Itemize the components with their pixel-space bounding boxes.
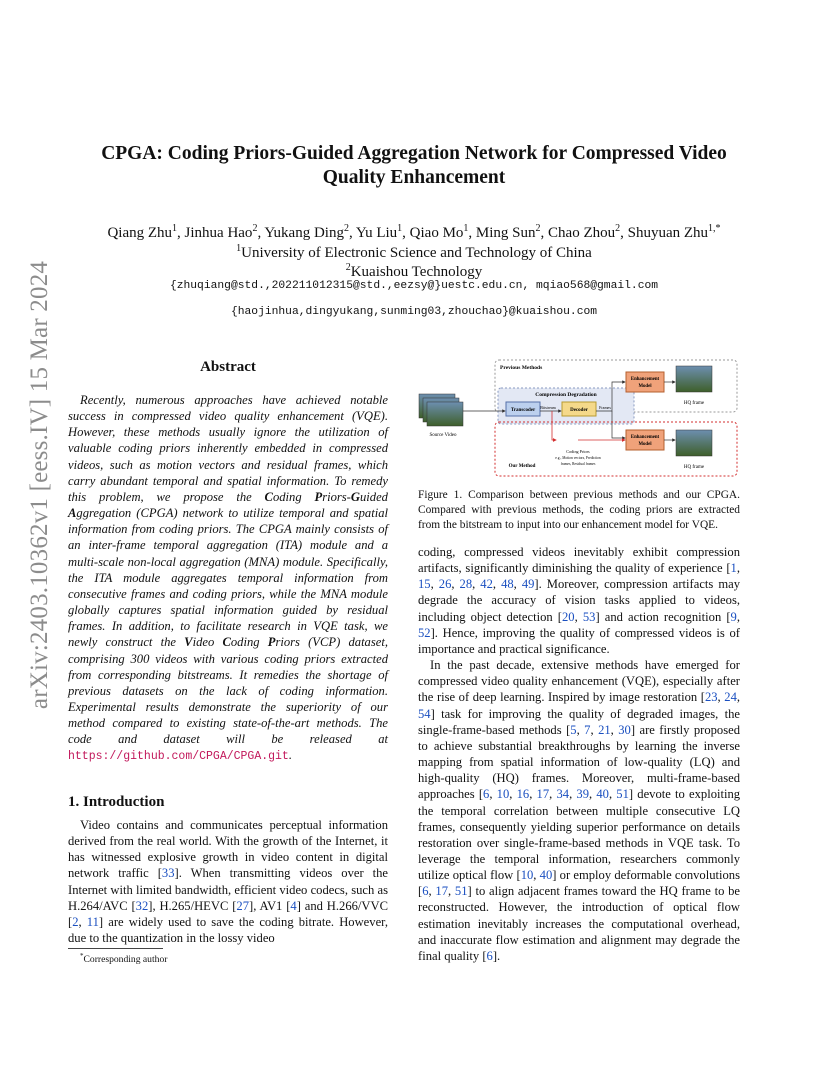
citation-link[interactable]: 10 bbox=[520, 868, 534, 883]
hq-frame-label-bottom: HQ frame bbox=[683, 465, 705, 470]
svg-text:Model: Model bbox=[638, 384, 652, 389]
affiliation-2: $^2$Kuaishou Technology bbox=[345, 262, 483, 280]
source-video-image bbox=[427, 402, 463, 426]
svg-text:e.g., Motion vectors, Predicti: e.g., Motion vectors, Prediction bbox=[555, 456, 601, 460]
citation-link[interactable]: 39 bbox=[576, 787, 590, 802]
citation-link[interactable]: 16 bbox=[516, 787, 530, 802]
hq-frame-label-top: HQ frame bbox=[683, 401, 705, 406]
title-line-1: CPGA: Coding Priors-Guided Aggregation Network for Compressed Video bbox=[101, 143, 727, 164]
citation-link[interactable]: 7 bbox=[584, 722, 591, 737]
code-url-link[interactable]: https://github.com/CPGA/CPGA.git bbox=[68, 750, 289, 764]
author-list: Qiang Zhu$^1$, Jinhua Hao$^2$, Yukang Ding$^2$, Yu Liu$^1$, Qiao Mo$^1$, Ming Sun$^2$, Chao Zhou$^2$, Shuyuan Zhu$^{1,*}$ bbox=[107, 223, 721, 241]
hq-frame-image-bottom bbox=[676, 430, 712, 456]
author-name: Jinhua Hao$^2$ bbox=[184, 223, 258, 241]
citation-link[interactable]: 40 bbox=[596, 787, 609, 802]
figure-1-caption: Figure 1. Comparison between previous methods and our CPGA. Compared with previous methods, the coding priors are extracted from the bitstream to input into our enhancement model for VQE. bbox=[418, 489, 740, 531]
citation-link[interactable]: 9 bbox=[730, 609, 737, 624]
citation-link[interactable]: 34 bbox=[556, 787, 570, 802]
citation-link[interactable]: 20 bbox=[562, 609, 575, 624]
title-line-2: Quality Enhancement bbox=[322, 167, 506, 188]
citation-link[interactable]: 53 bbox=[582, 609, 596, 624]
footnote-rule bbox=[68, 948, 163, 949]
figure-1-diagram bbox=[418, 358, 740, 478]
enhancement-model-bottom bbox=[626, 430, 664, 450]
citation-link[interactable]: 48 bbox=[501, 577, 514, 592]
author-name: Qiang Zhu$^1$ bbox=[107, 223, 178, 241]
decoder-label: Decoder bbox=[570, 408, 588, 413]
citation-link[interactable]: 28 bbox=[459, 577, 473, 592]
citation-link[interactable]: 17 bbox=[536, 787, 550, 802]
citation-link[interactable]: 6 bbox=[486, 948, 493, 963]
citation-link[interactable]: 51 bbox=[616, 787, 629, 802]
citation-link[interactable]: 33 bbox=[161, 866, 175, 881]
footnote: *Corresponding author bbox=[80, 952, 168, 966]
citation-link[interactable]: 23 bbox=[704, 690, 718, 705]
arxiv-stamp: arXiv:2403.10362v1 [eess.IV] 15 Mar 2024 bbox=[26, 260, 53, 710]
citation-link[interactable]: 6 bbox=[483, 787, 490, 802]
affiliation-1: $^1$University of Electronic Science and Technology of China bbox=[236, 243, 592, 261]
citation-link[interactable]: 11 bbox=[86, 914, 99, 929]
citation-link[interactable]: 21 bbox=[598, 722, 611, 737]
author-name: Qiao Mo$^1$ bbox=[409, 223, 469, 241]
citation-link[interactable]: 27 bbox=[236, 898, 249, 913]
citation-link[interactable]: 15 bbox=[418, 577, 431, 592]
citation-link[interactable]: 5 bbox=[570, 722, 577, 737]
citation-link[interactable]: 1 bbox=[730, 561, 737, 576]
our-method-label: Our Method bbox=[508, 464, 536, 469]
citation-link[interactable]: 4 bbox=[290, 898, 297, 913]
right-column-body: coding, compressed videos inevitably exhibit compression artifacts, significantly diminishing the quality of experience [1, 15, 26, 28, 42, 48, 49]. Moreover, compression artifacts may degrade the accuracy of vision tasks applied to videos, including object detection [20, 53] and action recognition [9, 52]. Hence, improving the quality of compressed videos is of importance and practical significance. In the past decade, extensive methods have emerged for compressed video quality enhancement (VQE), especially after the rise of deep learning. Inspired by image restoration [23, 24, 54] task for improving the quality of degraded images, the single-frame-based methods [5, 7, 21, 30] are firstly proposed to achieve substantial breakthroughs by learning the inverse mapping from spatial information of low-quality (LQ) and high-quality (HQ) frames. Moreover, multi-frame-based approaches [6, 10, 16, 17, 34, 39, 40, 51] devote to exploiting the temporal correlation between multiple consecutive LQ frames, consequently yielding superior performance on details restoration over single-frame-based methods in VQE task. To leverage the temporal information, researchers commonly utilize optical flow [10, 40] or employ deformable convolutions [6, 17, 51] to align adjacent frames toward the HQ frame to be reconstructed. However, the introduction of optical flow estimation inevitably increases the computational overhead, and inaccurate flow estimation and alignment may degrade the final quality [6]. bbox=[418, 545, 741, 963]
citation-link[interactable]: 24 bbox=[724, 690, 737, 705]
paper-title bbox=[60, 142, 768, 190]
author-name: Shuyuan Zhu$^{1,*}$ bbox=[627, 223, 721, 241]
svg-text:Enhancement: Enhancement bbox=[630, 377, 660, 382]
citation-link[interactable]: 17 bbox=[435, 884, 448, 899]
author-name: Ming Sun$^2$ bbox=[475, 223, 541, 241]
abstract-heading: Abstract bbox=[200, 359, 256, 375]
svg-text:Model: Model bbox=[638, 442, 652, 447]
author-name: Yukang Ding$^2$ bbox=[264, 223, 349, 241]
citation-link[interactable]: 10 bbox=[496, 787, 510, 802]
citation-link[interactable]: 49 bbox=[521, 577, 535, 592]
enhancement-model-top bbox=[626, 372, 664, 392]
svg-text:frames, Residual frames: frames, Residual frames bbox=[560, 462, 596, 466]
previous-methods-label: Previous Methods bbox=[500, 365, 543, 371]
citation-link[interactable]: 26 bbox=[438, 577, 452, 592]
introduction-heading: 1. Introduction bbox=[68, 794, 165, 810]
frames-label: Frames bbox=[599, 405, 611, 410]
author-name: Chao Zhou$^2$ bbox=[548, 223, 621, 241]
source-video-label: Source Video bbox=[429, 433, 457, 438]
hq-frame-image-top bbox=[676, 366, 712, 392]
citation-link[interactable]: 30 bbox=[618, 722, 631, 737]
citation-link[interactable]: 52 bbox=[418, 625, 431, 640]
citation-link[interactable]: 6 bbox=[422, 884, 429, 899]
citation-link[interactable]: 51 bbox=[454, 884, 468, 899]
citation-link[interactable]: 32 bbox=[135, 898, 149, 913]
author-name: Yu Liu$^1$ bbox=[355, 223, 403, 241]
email-line-1: {zhuqiang@std.,202211012315@std.,eezsy@}uestc.edu.cn, mqiao568@gmail.com bbox=[169, 280, 659, 292]
coding-priors-label: Coding Priors bbox=[566, 449, 590, 454]
email-line-2: {haojinhua,dingyukang,sunming03,zhouchao}@kuaishou.com bbox=[230, 306, 598, 318]
abstract-body: Recently, numerous approaches have achieved notable success in compressed video quality enhancement (VQE). However, these methods usually ignore the utilization of valuable coding priors inherently embedded in compressed videos, such as motion vectors and residual frames, which carry abundant temporal and spatial information. To remedy this problem, we propose the Coding Priors-Guided Aggregation (CPGA) network to utilize temporal and spatial information from coding priors. The CPGA mainly consists of an inter-frame temporal aggregation (ITA) module and a multi-scale non-local aggregation (MNA) module. Specifically, the ITA module aggregates temporal information from consecutive frames and coding priors, while the MNA module globally captures spatial information guided by residual frames. In addition, to facilitate research in VQE task, we newly construct the Video Coding Priors (VCP) dataset, comprising 300 videos with various coding priors extracted from corresponding bitstreams. It remedies the shortage of previous datasets on the lack of coding information. Experimental results demonstrate the superiority of our method compared to existing state-of-the-art methods. The code and dataset will be released at https://github.com/CPGA/CPGA.git. bbox=[68, 393, 388, 764]
citation-link[interactable]: 2 bbox=[72, 914, 79, 929]
introduction-body: Video contains and communicates perceptual information derived from the real world. With the growth of the Internet, it has witnessed explosive growth in video content in digital network traffic [33]. When transmitting videos over the Internet with limited bandwidth, efficient video codecs, such as H.264/AVC [32], H.265/HEVC [27], AV1 [4] and H.266/VVC [2, 11] are widely used to save the coding bitrate. However, due to the quantization in the lossy video bbox=[68, 818, 389, 946]
citation-link[interactable]: 54 bbox=[418, 706, 431, 721]
transcoder-label: Transcoder bbox=[510, 408, 536, 413]
citation-link[interactable]: 42 bbox=[480, 577, 493, 592]
compression-degradation-label: Compression Degradation bbox=[535, 392, 597, 398]
svg-text:Enhancement: Enhancement bbox=[630, 435, 660, 440]
bitstream-label: Bitstream bbox=[540, 405, 556, 410]
citation-link[interactable]: 40 bbox=[539, 868, 553, 883]
